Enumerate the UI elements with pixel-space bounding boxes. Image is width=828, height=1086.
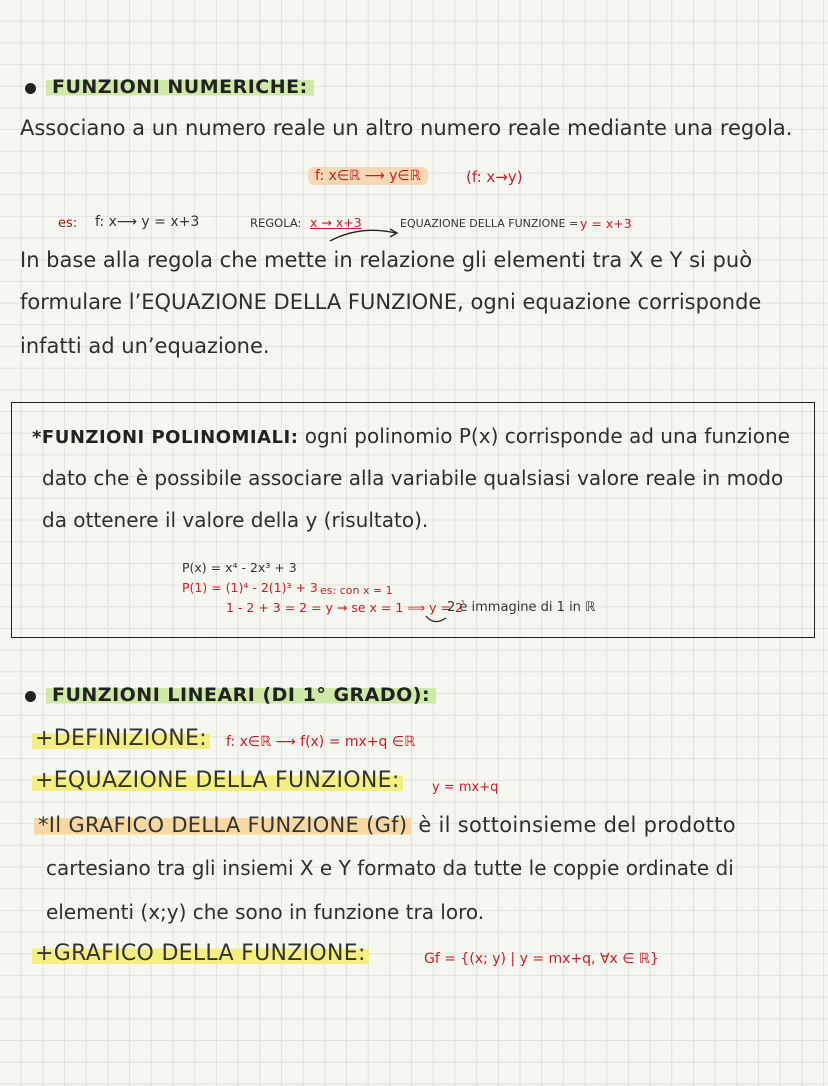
grafico-line-1-rest: è il sottoinsieme del prodotto (411, 813, 736, 837)
definizione-label: +DEFINIZIONE: (32, 726, 210, 751)
definition-text: Associano a un numero reale un altro numero reale mediante una regola. (20, 116, 793, 140)
paragraph-line-1: In base alla regola che mette in relazione gli elementi tra X e Y si può (20, 248, 753, 272)
bullet-dot (25, 691, 36, 702)
polinomiali-line-2: dato che è possibile associare alla variabile qualsiasi valore reale in modo (42, 466, 784, 490)
grafico-label: +GRAFICO DELLA FUNZIONE: (32, 941, 369, 966)
equazione-label: +EQUAZIONE DELLA FUNZIONE: (32, 768, 403, 793)
rule-label: REGOLA: (250, 216, 302, 230)
bullet-dot (25, 83, 36, 94)
polinomiali-line-1 (32, 424, 790, 448)
grafico-highlight: *Il GRAFICO DELLA FUNZIONE (Gf) (34, 813, 411, 837)
grafico-line-2: cartesiano tra gli insiemi X e Y formato da tutte le coppie ordinate di (46, 856, 734, 880)
equazione-value: y = mx+q (432, 780, 499, 795)
grafico-value: Gf = {(x; y) | y = mx+q, ∀x ∈ ℝ} (424, 951, 659, 967)
equation-value: y = x+3 (580, 216, 632, 231)
rule-arrow (326, 227, 404, 247)
grafico-line-1 (34, 813, 736, 837)
example-function: f: x⟶ y = x+3 (95, 214, 200, 230)
definizione-value: f: x∈ℝ ⟶ f(x) = mx+q ∈ℝ (226, 734, 416, 750)
polinomiali-line-3: da ottenere il valore della y (risultato). (42, 508, 429, 532)
polinomiali-line-1-rest: ogni polinomio P(x) corrisponde ad una funzione (298, 424, 790, 448)
polynomial: P(x) = x⁴ - 2x³ + 3 (182, 560, 297, 575)
result-line: 1 - 2 + 3 = 2 = y → se x = 1 ⟹ y = 2 (226, 600, 463, 615)
rule-value: x → x+3 (310, 215, 362, 230)
equation-label: EQUAZIONE DELLA FUNZIONE = (400, 217, 579, 230)
paragraph-line-2: formulare l’EQUAZIONE DELLA FUNZIONE, ogni equazione corrisponde (20, 290, 762, 314)
function-notation: f: x∈ℝ ⟶ y∈ℝ (308, 168, 428, 184)
example-label: es: (58, 216, 78, 231)
section-title-funzioni-numeriche: FUNZIONI NUMERICHE: (46, 76, 314, 98)
polinomiali-title: *FUNZIONI POLINOMIALI: (32, 427, 299, 448)
paragraph-line-3: infatti ad un’equazione. (20, 334, 270, 358)
section-title-funzioni-lineari: FUNZIONI LINEARI (DI 1° GRADO): (46, 684, 436, 706)
function-notation-short: (f: x→y) (466, 168, 523, 186)
grafico-line-3: elementi (x;y) che sono in funzione tra loro. (46, 900, 485, 924)
image-note: 2 è immagine di 1 in ℝ (447, 600, 596, 615)
example-note: es: con x = 1 (320, 584, 393, 597)
polynomial-evaluation: P(1) = (1)⁴ - 2(1)³ + 3 (182, 580, 318, 595)
